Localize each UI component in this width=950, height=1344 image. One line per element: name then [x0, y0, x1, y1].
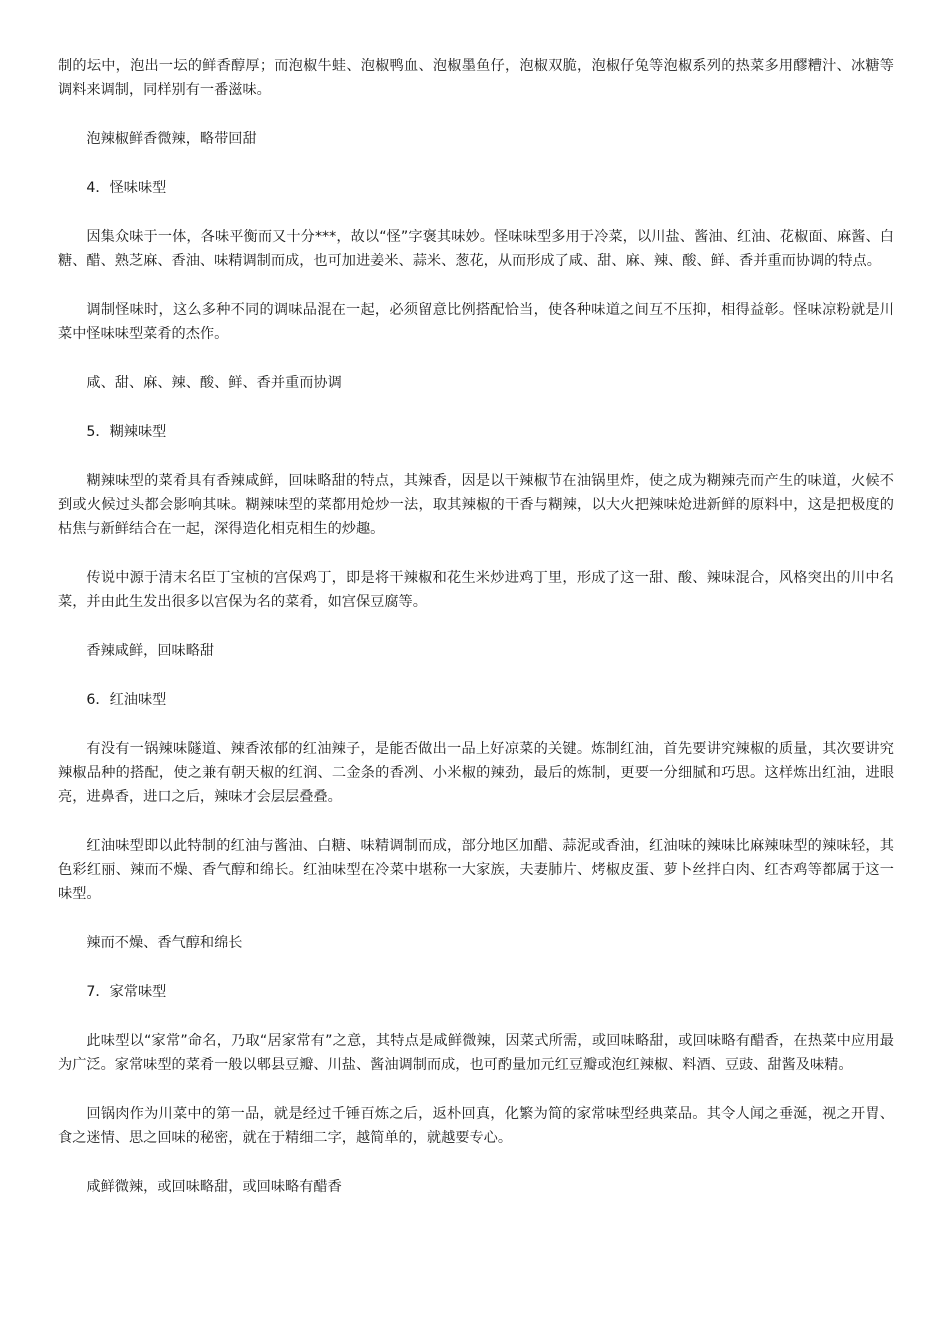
body-paragraph: 调制怪味时，这么多种不同的调味品混在一起，必须留意比例搭配恰当，使各种味道之间互不压抑，相得益彰。怪味凉粉就是川菜中怪味味型菜肴的杰作。: [58, 302, 894, 342]
body-paragraph: 此味型以“家常”命名，乃取“居家常有”之意，其特点是咸鲜微辣，因菜式所需，或回味略甜，或回味略有醋香，在热菜中应用最为广泛。家常味型的菜肴一般以郫县豆瓣、川盐、酱油调制而成，也可酌量加元红豆瓣或泡红辣椒、料酒、豆豉、甜酱及味精。: [58, 1033, 894, 1073]
section-heading-4: 4．怪味味型: [86, 180, 167, 196]
body-paragraph: 有没有一锅辣味隧道、辣香浓郁的红油辣子，是能否做出一品上好凉菜的关键。炼制红油，首先要讲究辣椒的质量，其次要讲究辣椒品种的搭配，使之兼有朝天椒的红润、二金条的香冽、小米椒的辣劲，最后的炼制，更要一分细腻和巧思。这样炼出红油，进眼亮，进鼻香，进口之后，辣味才会层层叠叠。: [58, 741, 894, 805]
section-heading-7: 7．家常味型: [86, 984, 167, 1000]
flavor-tagline: 泡辣椒鲜香微辣，略带回甜: [86, 131, 257, 147]
document-page: [58, 54, 894, 1199]
flavor-tagline: 咸、甜、麻、辣、酸、鲜、香并重而协调: [86, 375, 342, 391]
body-paragraph: 传说中源于清末名臣丁宝桢的宫保鸡丁，即是将干辣椒和花生米炒进鸡丁里，形成了这一甜、酸、辣味混合，风格突出的川中名菜，并由此生发出很多以宫保为名的菜肴，如宫保豆腐等。: [58, 570, 894, 610]
continuation-paragraph: 制的坛中，泡出一坛的鲜香醇厚；而泡椒牛蛙、泡椒鸭血、泡椒墨鱼仔，泡椒双脆，泡椒仔兔等泡椒系列的热菜多用醪糟汁、冰糖等调料来调制，同样别有一番滋味。: [58, 58, 894, 98]
body-paragraph: 糊辣味型的菜肴具有香辣咸鲜，回味略甜的特点，其辣香，因是以干辣椒节在油锅里炸，使之成为糊辣壳而产生的味道，火候不到或火候过头都会影响其味。糊辣味型的菜都用炝炒一法，取其辣椒的干香与糊辣，以大火把辣味炝进新鲜的原料中，这是把极度的枯焦与新鲜结合在一起，深得造化相克相生的炒趣。: [58, 473, 894, 537]
flavor-tagline: 香辣咸鲜，回味略甜: [86, 643, 215, 659]
body-paragraph: 红油味型即以此特制的红油与酱油、白糖、味精调制而成，部分地区加醋、蒜泥或香油，红油味的辣味比麻辣味型的辣味轻，其色彩红丽、辣而不燥、香气醇和绵长。红油味型在冷菜中堪称一大家族，夫妻肺片、烤椒皮蛋、萝卜丝拌白肉、红杏鸡等都属于这一味型。: [58, 838, 894, 902]
body-paragraph: 因集众味于一体，各味平衡而又十分***，故以“怪”字褒其味妙。怪味味型多用于冷菜，以川盐、酱油、红油、花椒面、麻酱、白糖、醋、熟芝麻、香油、味精调制而成，也可加进姜米、蒜米、葱花，从而形成了咸、甜、麻、辣、酸、鲜、香并重而协调的特点。: [58, 229, 894, 269]
body-paragraph: 回锅肉作为川菜中的第一品，就是经过千锤百炼之后，返朴回真，化繁为简的家常味型经典菜品。其令人闻之垂涎，视之开胃、食之迷情、思之回味的秘密，就在于精细二字，越简单的，就越要专心。: [58, 1106, 894, 1146]
section-heading-6: 6．红油味型: [86, 692, 167, 708]
flavor-tagline: 咸鲜微辣，或回味略甜，或回味略有醋香: [86, 1179, 342, 1195]
flavor-tagline: 辣而不燥、香气醇和绵长: [86, 935, 243, 951]
section-heading-5: 5．糊辣味型: [86, 424, 167, 440]
